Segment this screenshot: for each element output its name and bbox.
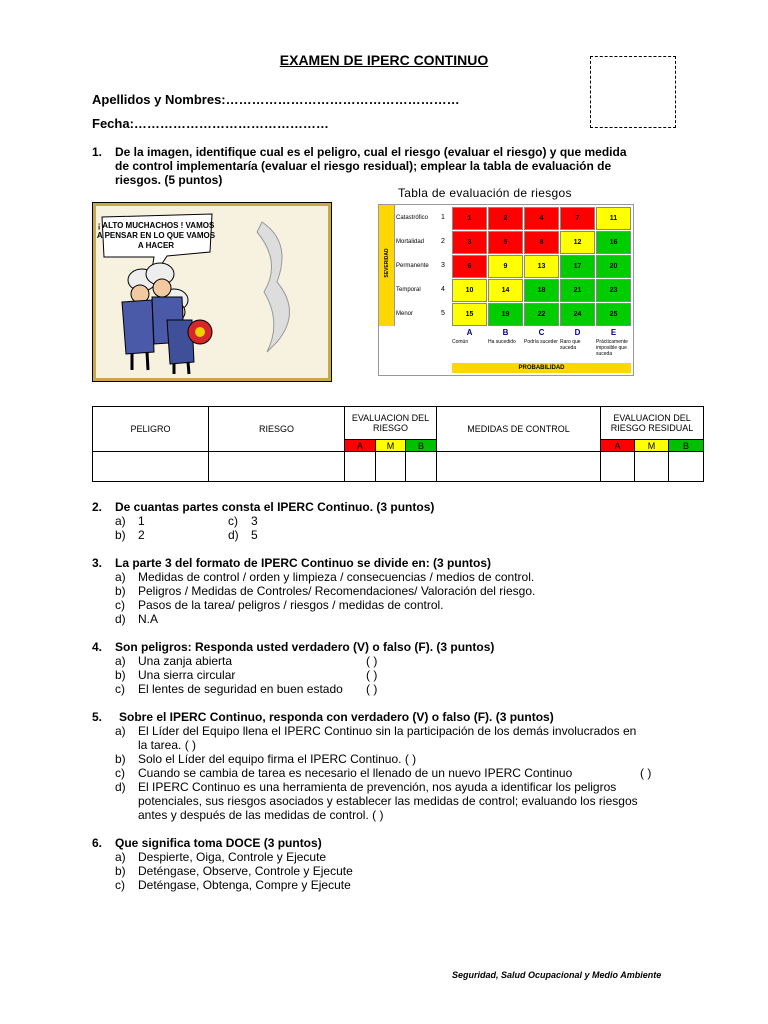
probability-label: PROBABILIDAD [452,363,631,373]
q6-a-letter: a) [115,850,126,864]
q2-b-text: 2 [138,528,145,542]
matrix-cell: 6 [452,255,487,278]
q6-b-text: Deténgase, Observe, Controle y Ejecute [138,864,353,878]
q4-text: Son peligros: Responda usted verdadero (V) o falso (F). (3 puntos) [115,640,495,654]
q6-number: 6. [92,836,103,850]
q1-line-1: De la imagen, identifique cual es el peligro, cual el riesgo (evaluar el riesgo) y que medida [115,145,627,159]
matrix-cell: 9 [488,255,523,278]
answer-eval-m[interactable] [376,452,406,482]
names-field[interactable]: Apellidos y Nombres:……………………………………………… [92,92,460,107]
q5-c-line-1: Cuando se cambia de tarea es necesario el llenado de un nuevo IPERC Continuo [138,766,573,780]
severity-row-number: 1 [441,214,445,221]
probability-col-letter: B [502,328,509,337]
speech-line-3: A HACER [137,241,175,250]
matrix-cell: 17 [560,255,595,278]
q4-a-answer[interactable]: ( ) [366,654,378,668]
probability-col-letter: E [610,328,617,337]
q5-b-line-1: Solo el Líder del equipo firma el IPERC Continuo. ( ) [138,752,417,766]
probability-col-desc: Podría suceder [524,339,558,345]
probability-col-desc: Ha sucedido [488,339,516,345]
matrix-cell: 2 [488,207,523,230]
q4-option-b [115,668,235,682]
q6-c-letter: c) [115,878,125,892]
q2-d-text: 5 [251,528,258,542]
evaluation-table [92,406,704,482]
q3-c-text: Pasos de la tarea/ peligros / riesgos / medidas de control. [138,598,444,612]
matrix-cell: 18 [524,279,559,302]
severity-row-number: 5 [441,310,445,317]
matrix-cell: 11 [596,207,631,230]
q5-c-letter: c) [115,766,125,780]
answer-riesgo[interactable] [209,452,345,482]
probability-col-letter: A [466,328,473,337]
resid-b: B [669,440,704,452]
q6-option-b[interactable] [115,864,353,878]
q5-a-line-2: la tarea. ( ) [138,738,197,752]
q5-b-letter: b) [115,752,126,766]
q5-option-a[interactable] [115,724,636,738]
q2-option-c[interactable] [228,514,258,528]
q2-a-letter: a) [115,514,126,528]
q2-c-text: 3 [251,514,258,528]
matrix-cell: 14 [488,279,523,302]
resid-a: A [601,440,635,452]
header-evaluacion: EVALUACION DEL RIESGO [345,407,437,440]
header-medidas: MEDIDAS DE CONTROL [437,407,601,452]
matrix-cell: 16 [596,231,631,254]
q6-text: Que significa toma DOCE (3 puntos) [115,836,322,850]
q3-option-c[interactable] [115,598,444,612]
probability-col-letter: D [574,328,581,337]
q4-option-a [115,654,232,668]
q4-a-letter: a) [115,654,126,668]
q2-option-a[interactable] [115,514,145,528]
q2-b-letter: b) [115,528,126,542]
risk-matrix [378,204,634,376]
matrix-cell: 22 [524,303,559,326]
q6-option-c[interactable] [115,878,351,892]
matrix-cell: 10 [452,279,487,302]
q5-d-line-2: potenciales, sus riesgos asociados y establecer las medidas de control; evaluando los riesgos [138,794,638,808]
q1-line-3: riesgos. (5 puntos) [115,173,223,187]
probability-col-desc: Raro que suceda [560,339,581,351]
severity-row-number: 2 [441,238,445,245]
q3-option-d[interactable] [115,612,158,626]
matrix-cell: 5 [488,231,523,254]
q4-option-c [115,682,343,696]
q5-d-line-3: antes y después de las medidas de control. ( ) [138,808,384,822]
q3-d-text: N.A [138,612,159,626]
q2-option-b[interactable] [115,528,145,542]
matrix-cell: 8 [524,231,559,254]
matrix-cell: 4 [524,207,559,230]
q3-d-letter: d) [115,612,126,626]
severity-axis [379,205,395,326]
answer-peligro[interactable] [93,452,209,482]
probability-col-letter: C [538,328,545,337]
q5-d-line-1: El IPERC Continuo es una herramienta de prevención, nos ayuda a identificar los peligros [138,780,617,794]
q1-number: 1. [92,145,103,159]
severity-label: SEVERIDAD [384,248,390,278]
header-residual: EVALUACION DEL RIESGO RESIDUAL [601,407,704,440]
q6-option-a[interactable] [115,850,326,864]
probability-col-desc: Prácticamente imposible que suceda [596,339,628,357]
matrix-cell: 25 [596,303,631,326]
q4-b-answer[interactable]: ( ) [366,668,378,682]
safety-cartoon-image [92,202,332,382]
q2-text: De cuantas partes consta el IPERC Continuo. (3 puntos) [115,500,435,514]
q5-c-answer[interactable]: ( ) [640,766,652,780]
eval-a: A [345,440,376,452]
q5-a-letter: a) [115,724,126,738]
q3-number: 3. [92,556,103,570]
q1-line-2: de control implementaría (evaluar el riesgo residual); emplear la tabla de evaluación de [115,159,612,173]
q2-number: 2. [92,500,103,514]
footer: Seguridad, Salud Ocupacional y Medio Ambiente [452,970,662,980]
q4-a-text: Una zanja abierta [138,654,233,668]
matrix-cell: 24 [560,303,595,326]
severity-row-label: Permanente [396,263,429,269]
q6-c-text: Deténgase, Obtenga, Compre y Ejecute [138,878,351,892]
q3-a-letter: a) [115,570,126,584]
header-peligro: PELIGRO [93,407,209,452]
matrix-cell: 15 [452,303,487,326]
q6-b-letter: b) [115,864,126,878]
matrix-cell: 12 [560,231,595,254]
matrix-cell: 21 [560,279,595,302]
q5-text: Sobre el IPERC Continuo, responda con verdadero (V) o falso (F). (3 puntos) [119,710,554,724]
q5-number: 5. [92,710,103,724]
eval-b: B [406,440,437,452]
q3-b-text: Peligros / Medidas de Controles/ Recomendaciones/ Valoración del riesgo. [138,584,536,598]
answer-medidas[interactable] [437,452,601,482]
q3-option-a[interactable] [115,570,534,584]
q2-d-letter: d) [228,528,239,542]
matrix-cell: 23 [596,279,631,302]
q4-b-text: Una sierra circular [138,668,236,682]
severity-row-label: Menor [396,311,414,317]
probability-col-desc: Común [452,339,469,345]
q4-c-answer[interactable]: ( ) [366,682,378,696]
severity-row-number: 3 [441,262,445,269]
q3-a-text: Medidas de control / orden y limpieza / consecuencias / medios de control. [138,570,535,584]
q4-b-letter: b) [115,668,126,682]
severity-row-number: 4 [441,286,445,293]
matrix-cell: 7 [560,207,595,230]
photo-box [590,56,676,128]
answer-resid-a[interactable] [601,452,635,482]
q2-c-letter: c) [228,514,238,528]
q4-c-text: El lentes de seguridad en buen estado [138,682,343,696]
severity-row-label: Mortalidad [396,239,425,245]
severity-row-label: Temporal [396,287,421,293]
q6-a-text: Despierte, Oiga, Controle y Ejecute [138,850,327,864]
date-field[interactable]: Fecha:……………………………………… [92,116,329,131]
header-riesgo: RIESGO [209,407,345,452]
q4-c-letter: c) [115,682,125,696]
speech-line-1: ¡ ALTO MUCHACHOS ! VAMOS [97,221,215,230]
q4-number: 4. [92,640,103,654]
q5-option-d[interactable] [115,780,616,794]
matrix-cell: 13 [524,255,559,278]
matrix-cell: 1 [452,207,487,230]
resid-m: M [635,440,669,452]
matrix-cell: 19 [488,303,523,326]
q5-a-line-1: El Líder del Equipo llena el IPERC Continuo sin la participación de los demás involucrados en [138,724,637,738]
answer-resid-b[interactable] [669,452,704,482]
q2-a-text: 1 [138,514,145,528]
eval-m: M [376,440,406,452]
speech-line-2: A PENSAR EN LO QUE VAMOS [96,231,216,240]
answer-eval-a[interactable] [345,452,376,482]
exam-title: EXAMEN DE IPERC CONTINUO [279,52,489,68]
q5-option-b[interactable] [115,752,416,766]
answer-eval-b[interactable] [406,452,437,482]
matrix-cell: 3 [452,231,487,254]
q5-d-letter: d) [115,780,126,794]
q5-option-c[interactable] [115,766,572,780]
q2-option-d[interactable] [228,528,258,542]
answer-resid-m[interactable] [635,452,669,482]
matrix-title: Tabla de evaluación de riesgos [398,186,572,200]
q3-c-letter: c) [115,598,125,612]
q3-b-letter: b) [115,584,126,598]
q3-option-b[interactable] [115,584,535,598]
q3-text: La parte 3 del formato de IPERC Continuo se divide en: (3 puntos) [115,556,492,570]
matrix-cell: 20 [596,255,631,278]
severity-row-label: Catastrófico [396,215,429,221]
